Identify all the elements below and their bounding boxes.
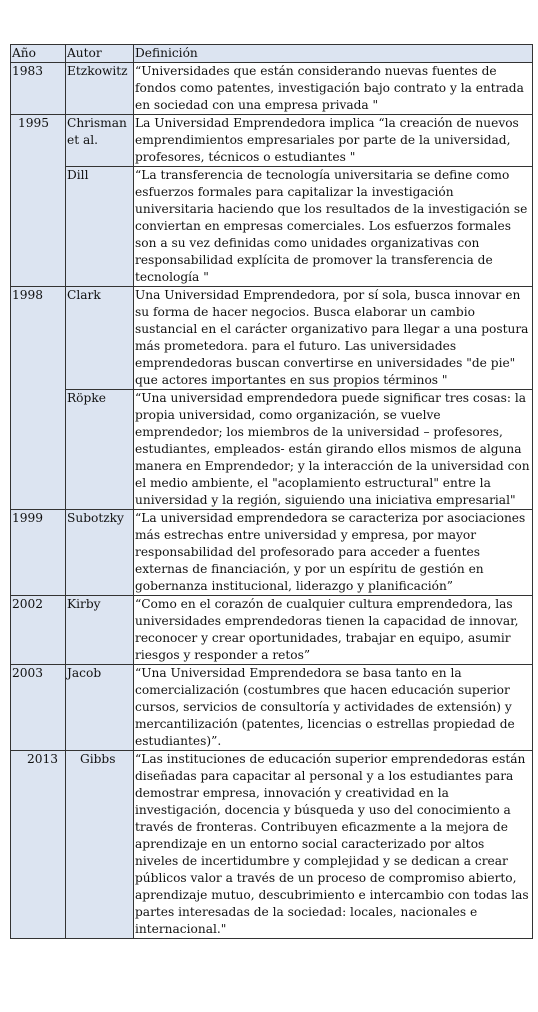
author-cell: Gibbs	[66, 751, 134, 939]
author-cell: Subotzky	[66, 510, 134, 596]
definition-cell: La Universidad Emprendedora implica “la creación de nuevos emprendimientos empresariales por parte de la universidad, profesores, técnicos o estudiantes "	[134, 115, 533, 167]
table-row	[11, 665, 533, 751]
definition-cell: “La transferencia de tecnología universitaria se define como esfuerzos formales para capitalizar la investigación universitaria haciendo que los resultados de la investigación se conviertan en empresas comerciales. Los esfuerzos formales son a su vez definidas como unidades organizativas con responsabilidad explícita de promover la transferencia de tecnología "	[134, 167, 533, 287]
author-cell: Clark	[66, 287, 134, 390]
definitions-table	[10, 44, 533, 939]
definition-cell: “Una Universidad Emprendedora se basa tanto en la comercialización (costumbres que hacen educación superior cursos, servicios de consultoría y actividades de extensión) y mercantilización (patentes, licencias o estrellas propiedad de estudiantes)”.	[134, 665, 533, 751]
header-definition: Definición	[134, 45, 533, 63]
definition-cell: “Universidades que están considerando nuevas fuentes de fondos como patentes, investigación bajo contrato y la entrada en sociedad con una empresa privada "	[134, 63, 533, 115]
author-cell: Röpke	[66, 390, 134, 510]
author-cell: Etzkowitz	[66, 63, 134, 115]
definition-cell: Una Universidad Emprendedora, por sí sola, busca innovar en su forma de hacer negocios. Busca elaborar un cambio sustancial en el carácter organizativo para llegar a una postura más prometedora. para el futuro. Las universidades emprendedoras buscan convertirse en universidades "de pie" que actores importantes en sus propios términos "	[134, 287, 533, 390]
definition-cell: “La universidad emprendedora se caracteriza por asociaciones más estrechas entre universidad y empresa, por mayor responsabilidad del profesorado para acceder a fuentes externas de financiación, y por un espíritu de gestión en gobernanza institucional, liderazgo y planificación”	[134, 510, 533, 596]
header-row	[11, 45, 533, 63]
year-cell: 2002	[11, 596, 66, 665]
definition-cell: “Una universidad emprendedora puede significar tres cosas: la propia universidad, como organización, se vuelve emprendedor; los miembros de la universidad – profesores, estudiantes, empleados- están girando ellos mismos de alguna manera en Emprendedor; y la interacción de la universidad con el medio ambiente, el "acoplamiento estructural" entre la universidad y la región, siguiendo una iniciativa empresarial"	[134, 390, 533, 510]
year-cell: 1983	[11, 63, 66, 115]
year-cell: 1998	[11, 287, 66, 510]
definition-cell: “Las instituciones de educación superior emprendedoras están diseñadas para capacitar al personal y a los estudiantes para demostrar empresa, innovación y creatividad en la investigación, docencia y búsqueda y uso del conocimiento a través de fronteras. Contribuyen eficazmente a la mejora de aprendizaje en un entorno social caracterizado por altos niveles de incertidumbre y complejidad y se dedican a crear públicos valor a través de un proceso de compromiso abierto, aprendizaje mutuo, descubrimiento e intercambio con todas las partes interesadas de la sociedad: locales, nacionales e internacional."	[134, 751, 533, 939]
definition-cell: “Como en el corazón de cualquier cultura emprendedora, las universidades emprendedoras tienen la capacidad de innovar, reconocer y crear oportunidades, trabajar en equipo, asumir riesgos y responder a retos”	[134, 596, 533, 665]
table-row	[11, 751, 533, 939]
table-row	[11, 63, 533, 115]
table-row	[11, 287, 533, 390]
author-cell: Dill	[66, 167, 134, 287]
year-cell: 1999	[11, 510, 66, 596]
year-cell: 2013	[11, 751, 66, 939]
header-author: Autor	[66, 45, 134, 63]
table-row	[11, 115, 533, 167]
author-cell: Chrisman et al.	[66, 115, 134, 167]
table-row	[11, 167, 533, 287]
author-cell: Kirby	[66, 596, 134, 665]
year-cell: 1995	[11, 115, 66, 287]
table-row	[11, 596, 533, 665]
author-cell: Jacob	[66, 665, 134, 751]
year-cell: 2003	[11, 665, 66, 751]
table-row	[11, 390, 533, 510]
table-row	[11, 510, 533, 596]
header-year: Año	[11, 45, 66, 63]
